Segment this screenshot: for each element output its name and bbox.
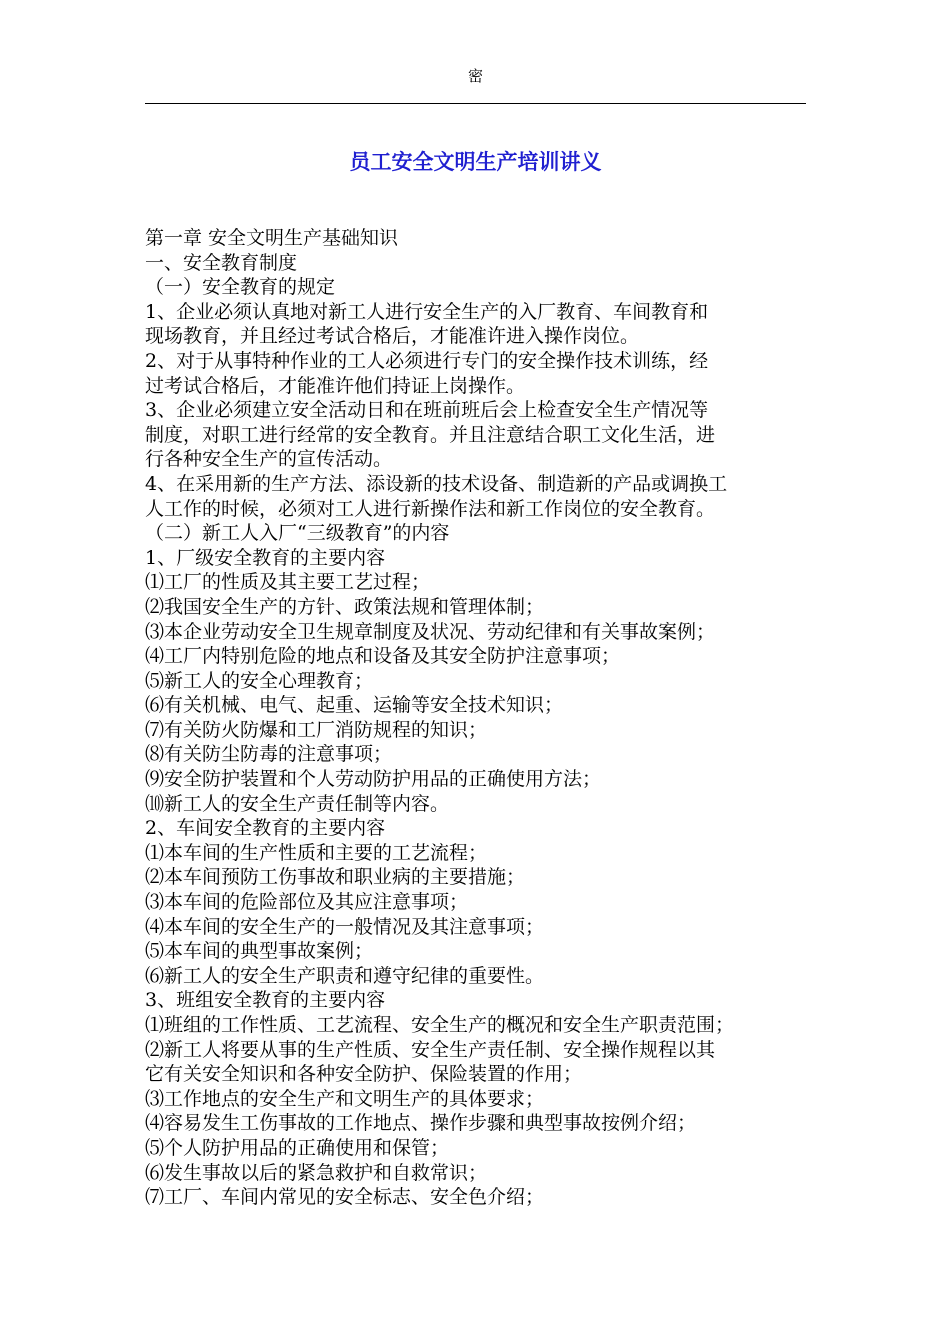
text-line: 3、班组安全教育的主要内容	[145, 989, 386, 1012]
text-line: ⑼安全防护装置和个人劳动防护用品的正确使用方法；	[145, 768, 602, 791]
text-line: 过考试合格后，才能准许他们持证上岗操作。	[145, 374, 526, 397]
text-line: 1、厂级安全教育的主要内容	[145, 546, 386, 569]
text-line: ⑷工厂内特别危险的地点和设备及其安全防护注意事项；	[145, 645, 621, 668]
text-line: ⑶本企业劳动安全卫生规章制度及状况、劳动纪律和有关事故案例；	[145, 620, 716, 643]
text-line: ⑶工作地点的安全生产和文明生产的具体要求；	[145, 1087, 545, 1110]
text-line: ⑻有关防尘防毒的注意事项；	[145, 743, 393, 766]
text-line: ⑺有关防火防爆和工厂消防规程的知识；	[145, 718, 488, 741]
text-line: 一、安全教育制度	[145, 251, 298, 274]
text-line: ⑵我国安全生产的方针、政策法规和管理体制；	[145, 595, 545, 618]
text-line: ⑹有关机械、电气、起重、运输等安全技术知识；	[145, 694, 564, 717]
document-title: 员工安全文明生产培训讲义	[349, 150, 602, 174]
text-line: ⑴工厂的性质及其主要工艺过程；	[145, 571, 431, 594]
text-line: （二）新工人入厂“三级教育”的内容	[145, 522, 450, 545]
text-line: 人工作的时候，必须对工人进行新操作法和新工作岗位的安全教育。	[145, 497, 716, 520]
text-line: 第一章 安全文明生产基础知识	[145, 227, 399, 249]
text-line: ⑷本车间的安全生产的一般情况及其注意事项；	[145, 915, 545, 938]
text-line: 1、企业必须认真地对新工人进行安全生产的入厂教育、车间教育和	[145, 300, 709, 323]
text-line: ⑹新工人的安全生产职责和遵守纪律的重要性。	[145, 964, 545, 987]
text-line: ⑴班组的工作性质、工艺流程、安全生产的概况和安全生产职责范围；	[145, 1014, 735, 1036]
header-divider	[145, 103, 806, 104]
document-body	[145, 226, 813, 1210]
text-line: 行各种安全生产的宣传活动。	[145, 448, 393, 471]
text-line: 2、车间安全教育的主要内容	[145, 817, 386, 840]
text-line: 它有关安全知识和各种安全防护、保险装置的作用；	[145, 1063, 583, 1086]
text-line: 3、企业必须建立安全活动日和在班前班后会上检查安全生产情况等	[145, 399, 709, 422]
text-line: ⑷容易发生工伤事故的工作地点、操作步骤和典型事故按例介绍；	[145, 1112, 697, 1135]
text-line: ⑵本车间预防工伤事故和职业病的主要措施；	[145, 866, 526, 889]
text-line: 制度，对职工进行经常的安全教育。并且注意结合职工文化生活，进	[145, 423, 716, 446]
text-line: ⑸新工人的安全心理教育；	[145, 669, 374, 692]
text-line: ⑽新工人的安全生产责任制等内容。	[145, 792, 450, 815]
text-line: （一）安全教育的规定	[145, 276, 336, 299]
text-line: ⑺工厂、车间内常见的安全标志、安全色介绍；	[145, 1186, 545, 1209]
text-line: ⑵新工人将要从事的生产性质、安全生产责任制、安全操作规程以其	[145, 1038, 716, 1061]
text-line: 2、对于从事特种作业的工人必须进行专门的安全操作技术训练，经	[145, 349, 709, 372]
text-line: ⑸个人防护用品的正确使用和保管；	[145, 1136, 450, 1159]
text-line: ⑴本车间的生产性质和主要的工艺流程；	[145, 841, 488, 864]
page-header-mark: 密	[467, 67, 483, 85]
text-line: 4、在采用新的生产方法、添设新的技术设备、制造新的产品或调换工	[145, 472, 728, 495]
text-line: ⑶本车间的危险部位及其应注意事项；	[145, 891, 469, 914]
text-line: ⑸本车间的典型事故案例；	[145, 940, 374, 963]
text-line: ⑹发生事故以后的紧急救护和自救常识；	[145, 1161, 488, 1184]
text-line: 现场教育，并且经过考试合格后，才能准许进入操作岗位。	[145, 325, 640, 348]
